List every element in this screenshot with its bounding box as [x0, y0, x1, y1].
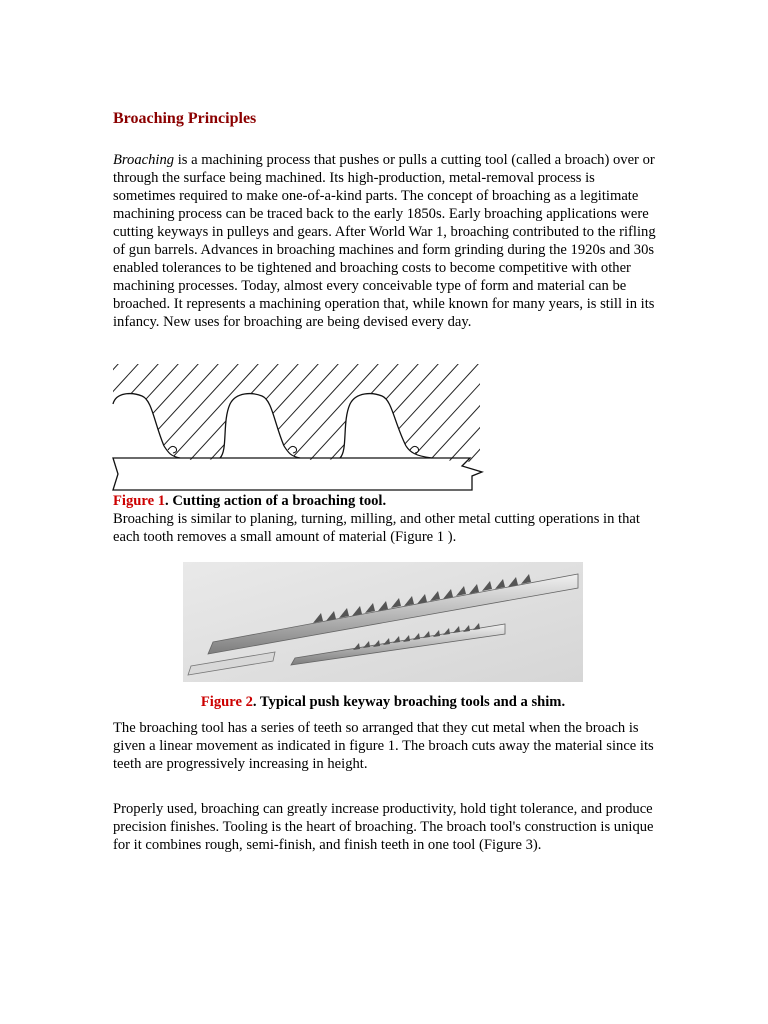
page-title: Broaching Principles — [113, 110, 257, 127]
figure-1-caption-block — [113, 492, 658, 546]
intro-term: Broaching — [113, 152, 175, 168]
figure-2-caption-block — [183, 693, 583, 711]
figure-2-photo — [183, 562, 583, 682]
figure-1-diagram — [110, 362, 490, 492]
workpiece-hatching — [110, 362, 490, 482]
figure-1-body: Broaching is similar to planing, turning, milling, and other metal cutting operations in that each tooth removes a small amount of material (Figure 1 ). — [113, 511, 640, 545]
tooth-profile — [220, 394, 284, 458]
figure-1-caption: . Cutting action of a broaching tool. — [165, 493, 387, 509]
intro-text: is a machining process that pushes or pulls a cutting tool (called a broach) over or through the surface being machined. Its high-production, metal-removal process is sometimes required to make one-of-a-kind parts. The concept of broaching as a legitimate machining process can be traced back to the early 1850s. Early broaching applications were cutting keyways in pulleys and gears. After World War 1, broaching contributed to the rifling of gun barrels. Advances in broaching machines and form grinding during the 1920s and 30s enabled tolerances to be tightened and broaching costs to become competitive with other machining processes. Today, almost every conceivable type of form and material can be broached. It represents a machining operation that, while known for many years, is still in its infancy. New uses for broaching are being devised every day. — [113, 152, 656, 330]
figure-1-label: Figure 1 — [113, 493, 166, 509]
tooth-profile — [113, 394, 164, 446]
intro-paragraph — [113, 151, 658, 331]
tooth-profile — [340, 394, 406, 458]
paragraph-3: Properly used, broaching can greatly increase productivity, hold tight tolerance, and produce precision finishes. Tooling is the heart of broaching. The broach tool's construction is unique for it combines rough, semi-finish, and finish teeth in one tool (Figure 3). — [113, 801, 654, 853]
broach-tool-body — [113, 458, 482, 490]
figure-2-caption: . Typical push keyway broaching tools and a shim. — [252, 694, 566, 710]
figure-2-label: Figure 2 — [200, 694, 253, 710]
paragraph-2: The broaching tool has a series of teeth so arranged that they cut metal when the broach is given a linear movement as indicated in figure 1. The broach cuts away the material since its teeth are progressively increasing in height. — [113, 720, 654, 772]
